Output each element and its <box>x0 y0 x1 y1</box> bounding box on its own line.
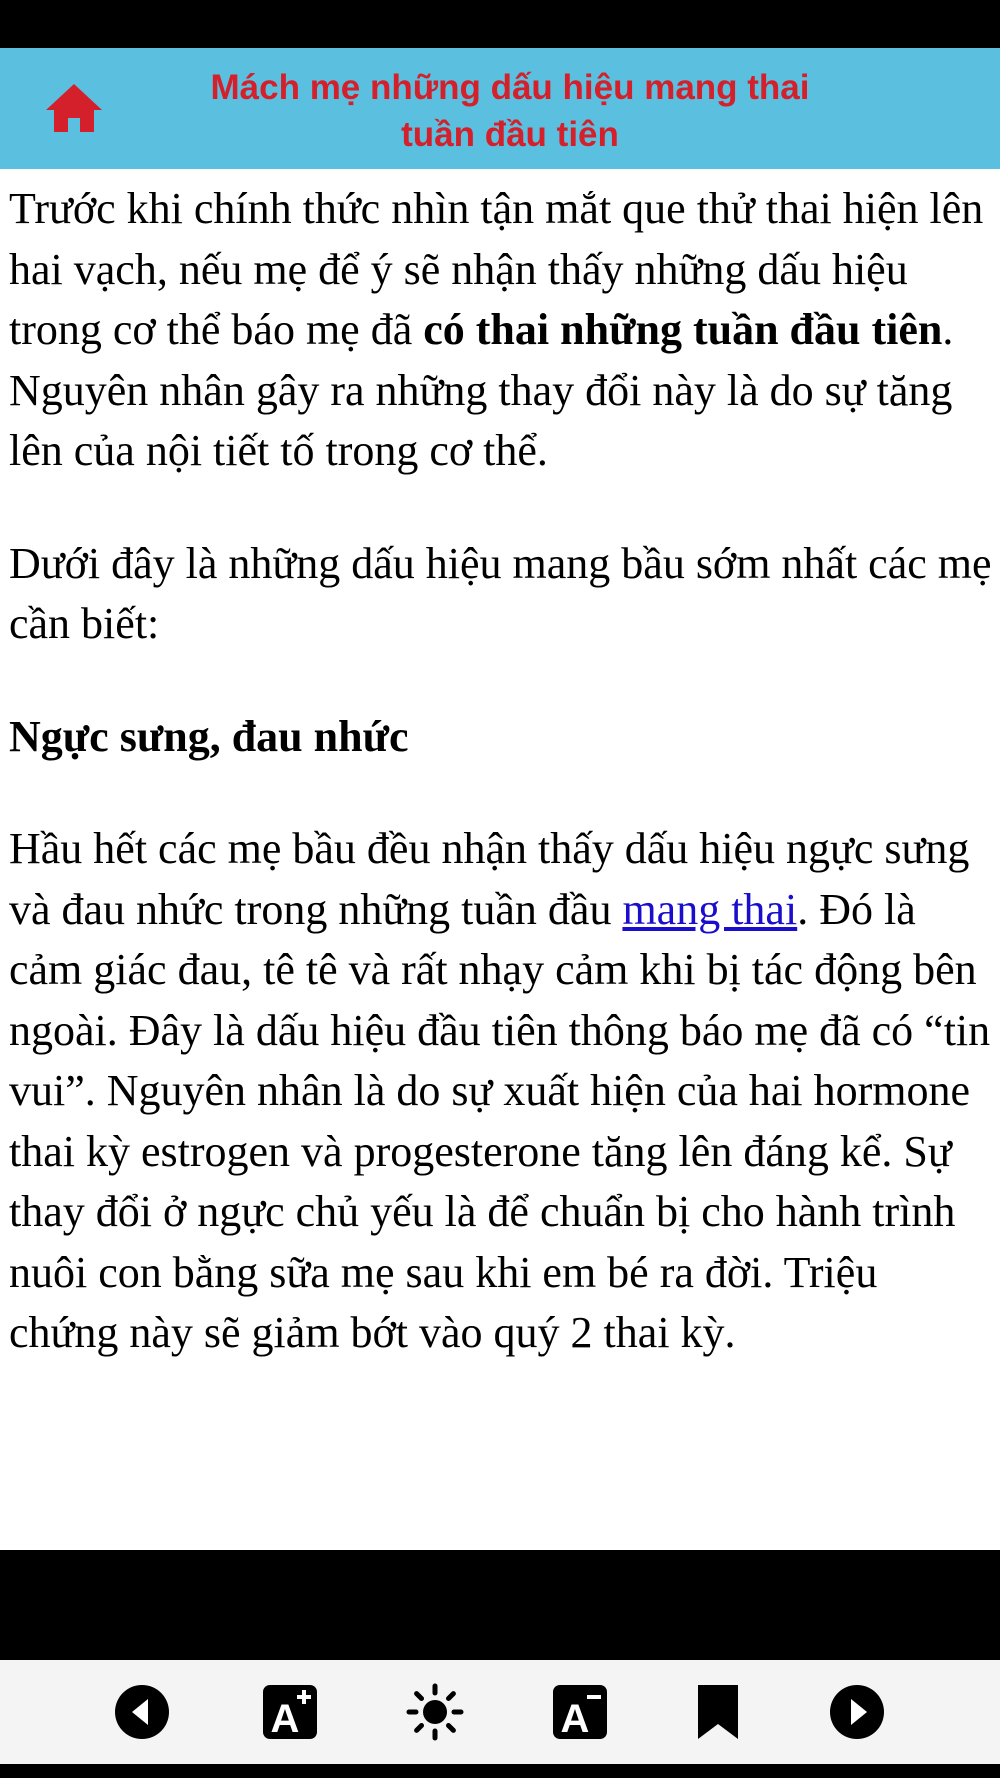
bookmark-button[interactable] <box>688 1682 748 1742</box>
article-content[interactable] <box>0 169 1000 1550</box>
increase-font-icon <box>260 1682 320 1742</box>
status-bar <box>0 0 1000 48</box>
home-button[interactable] <box>44 80 104 136</box>
paragraph-symptom-text-2: . Đó là cảm giác đau, tê tê và rất nhạy cảm khi bị tác động bên ngoài. Đây là dấu hiệu đầu tiên thông báo mẹ đã có “tin vui”. Nguyên nhân là do sự xuất hiện của hai hormone thai kỳ estrogen và progesterone tăng lên đáng kể. Sự thay đổi ở ngực chủ yếu là để chuẩn bị cho hành trình nuôi con bằng sữa mẹ sau khi em bé ra đời. Triệu chứng này sẽ giảm bớt vào quý 2 thai kỳ. <box>9 884 991 1357</box>
next-icon <box>827 1682 887 1742</box>
paragraph-intro-text-2: . Nguyên nhân gây ra những thay đổi này là do sự tăng lên của nội tiết tố trong cơ thể. <box>9 305 954 475</box>
paragraph-symptom <box>9 819 992 1364</box>
article-body <box>0 169 1000 1364</box>
decrease-font-icon <box>550 1682 610 1742</box>
paragraph-gap <box>9 482 992 534</box>
increase-font-button[interactable] <box>260 1682 320 1742</box>
paragraph-intro <box>9 179 992 482</box>
paragraph-list-intro: Dưới đây là những dấu hiệu mang bầu sớm nhất các mẹ cần biết: <box>9 538 992 648</box>
bookmark-icon <box>688 1682 748 1742</box>
page-title-line-2: tuần đầu tiên <box>401 115 619 154</box>
previous-icon <box>112 1682 172 1742</box>
mang-thai-link[interactable]: mang thai <box>622 884 798 934</box>
home-indicator-bar <box>0 1764 1000 1778</box>
paragraph-symptom-text-1: Hầu hết các mẹ bầu đều nhận thấy dấu hiệu ngực sưng và đau nhức trong những tuần đầu <box>9 824 970 934</box>
reader-toolbar <box>0 1660 1000 1764</box>
previous-button[interactable] <box>112 1682 172 1742</box>
header-bar <box>0 48 1000 169</box>
decrease-font-button[interactable] <box>550 1682 610 1742</box>
section-heading: Ngực sưng, đau nhức <box>9 711 409 761</box>
brightness-icon <box>405 1682 465 1742</box>
svg-text:A: A <box>270 1697 300 1741</box>
page-title <box>140 64 880 158</box>
paragraph-gap <box>9 655 992 707</box>
content-bottom-spacer <box>0 1550 1000 1660</box>
paragraph-gap <box>9 767 992 819</box>
paragraph-intro-text-1: Trước khi chính thức nhìn tận mắt que thử thai hiện lên hai vạch, nếu mẹ để ý sẽ nhận thấy những dấu hiệu trong cơ thể báo mẹ đã <box>9 184 984 354</box>
page-title-line-1: Mách mẹ những dấu hiệu mang thai <box>210 68 810 107</box>
paragraph-intro-bold: có thai những tuần đầu tiên <box>423 305 943 354</box>
home-icon <box>44 80 104 136</box>
next-button[interactable] <box>827 1682 887 1742</box>
svg-text:A: A <box>560 1697 590 1741</box>
brightness-button[interactable] <box>405 1682 465 1742</box>
